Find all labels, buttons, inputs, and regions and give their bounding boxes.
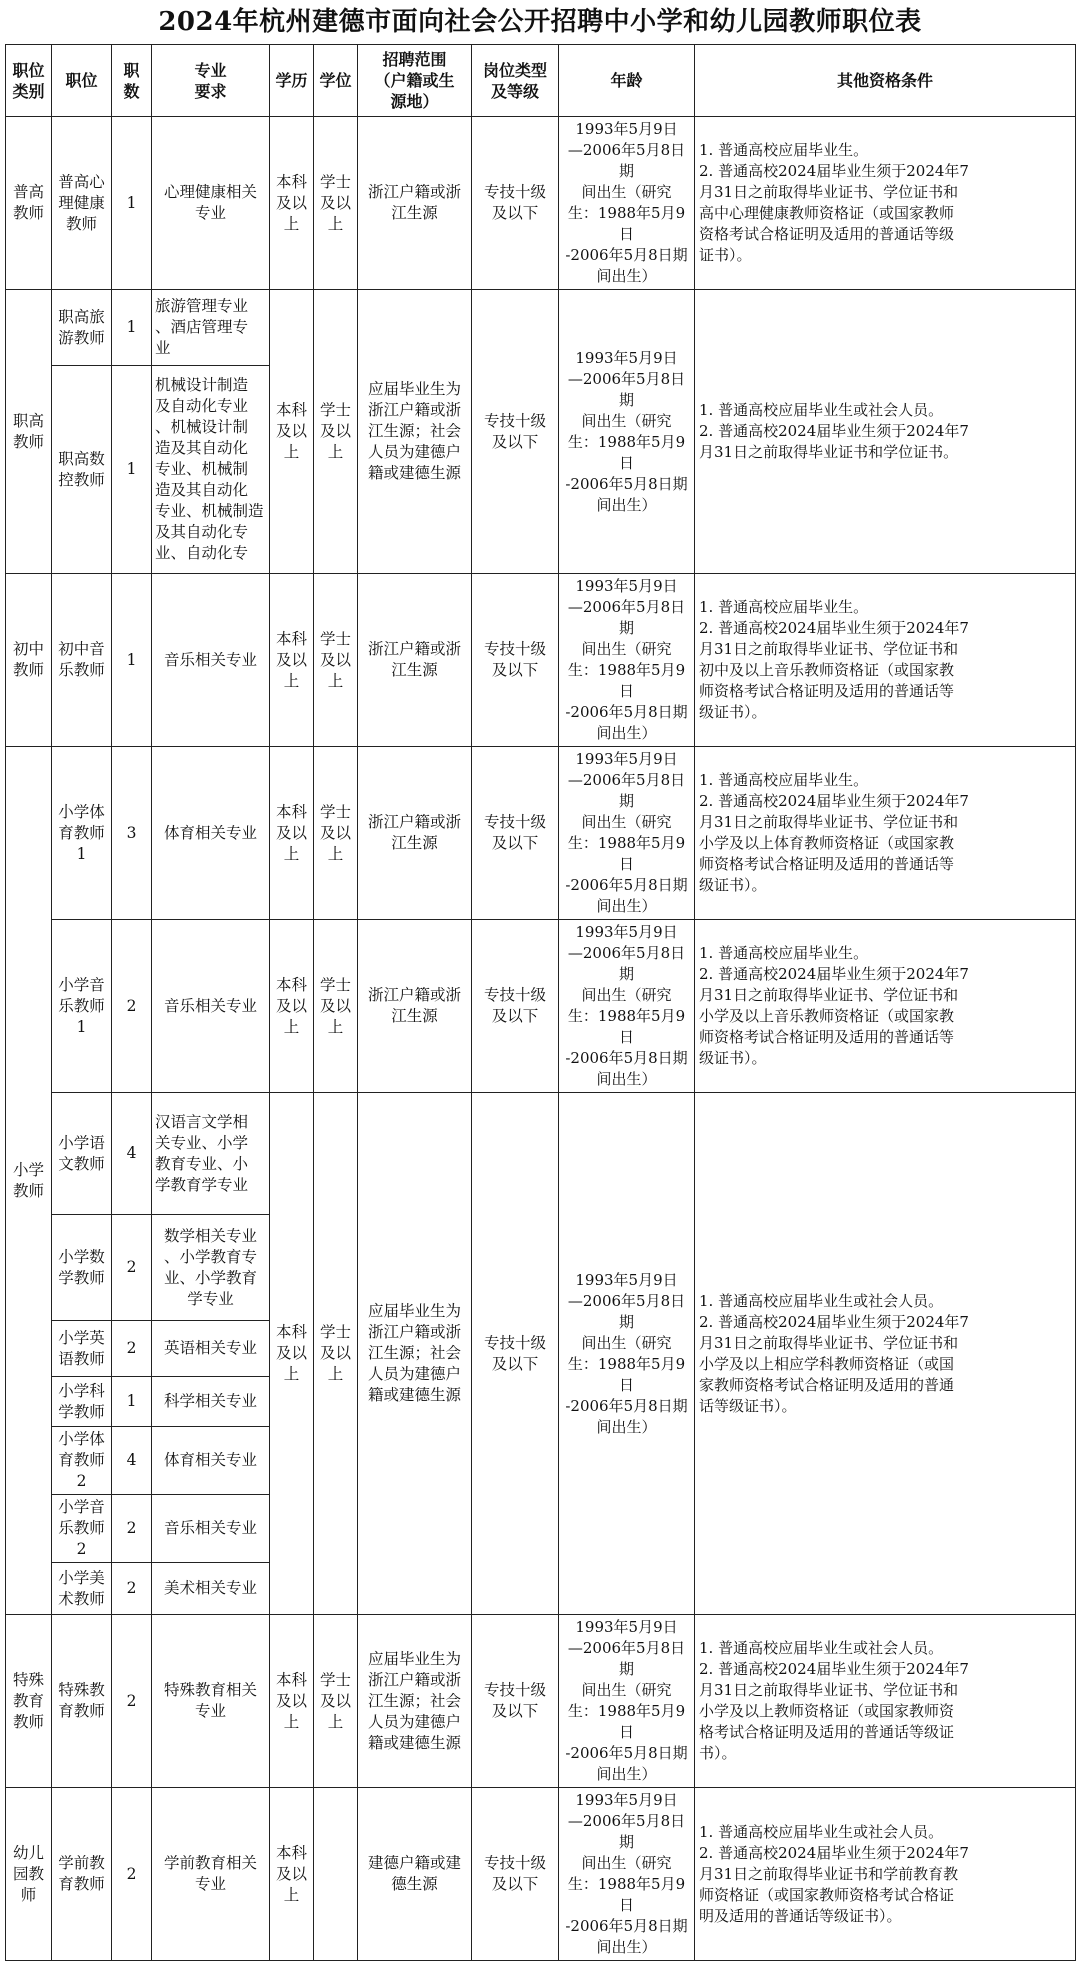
count-cell: 2 (112, 920, 152, 1093)
scope-cell: 建德户籍或建 德生源 (358, 1788, 472, 1961)
major-cell: 特殊教育相关 专业 (152, 1615, 270, 1788)
age-cell: 1993年5月9日 —2006年5月8日期 间出生（研究 生：1988年5月9日 -2006年5月8日期 间出生） (559, 1615, 695, 1788)
scope-cell: 浙江户籍或浙 江生源 (358, 574, 472, 747)
table-row (6, 1615, 1076, 1788)
count-cell: 1 (112, 117, 152, 290)
position-cell: 小学美 术教师 (52, 1563, 112, 1615)
education-cell: 本科 及以 上 (270, 290, 314, 574)
education-cell: 本科 及以 上 (270, 1788, 314, 1961)
education-cell: 本科 及以 上 (270, 117, 314, 290)
degree-cell: 学士 及以 上 (314, 574, 358, 747)
header-count: 职 数 (112, 45, 152, 117)
position-cell: 初中音 乐教师 (52, 574, 112, 747)
table-row (6, 747, 1076, 920)
age-cell: 1993年5月9日 —2006年5月8日期 间出生（研究 生：1988年5月9日 -2006年5月8日期 间出生） (559, 747, 695, 920)
category-cell: 初中 教师 (6, 574, 52, 747)
major-cell: 机械设计制造 及自动化专业 、机械设计制 造及其自动化 专业、机械制 造及其自动化 专业、机械制造 及其自动化专 业、自动化专 (152, 366, 270, 574)
position-cell: 小学英 语教师 (52, 1321, 112, 1377)
count-cell: 4 (112, 1427, 152, 1495)
age-cell: 1993年5月9日 —2006年5月8日期 间出生（研究 生：1988年5月9日 -2006年5月8日期 间出生） (559, 574, 695, 747)
position-cell: 小学数 学教师 (52, 1215, 112, 1321)
major-cell: 体育相关专业 (152, 747, 270, 920)
category-cell: 普高 教师 (6, 117, 52, 290)
count-cell: 3 (112, 747, 152, 920)
degree-cell: 学士 及以 上 (314, 1615, 358, 1788)
scope-cell: 应届毕业生为 浙江户籍或浙 江生源；社会 人员为建德户 籍或建德生源 (358, 1093, 472, 1615)
grade-cell: 专技十级 及以下 (472, 574, 559, 747)
other-cell: 1. 普通高校应届毕业生。 2. 普通高校2024届毕业生须于2024年7 月31日之前取得毕业证书、学位证书和 小学及以上音乐教师资格证（或国家教 师资格考试合格证明及适用的普通话等 级证书）。 (695, 920, 1076, 1093)
age-cell: 1993年5月9日 —2006年5月8日期 间出生（研究 生：1988年5月9日 -2006年5月8日期 间出生） (559, 1093, 695, 1615)
major-cell: 汉语言文学相 关专业、小学 教育专业、小 学教育学专业 (152, 1093, 270, 1215)
other-cell: 1. 普通高校应届毕业生或社会人员。 2. 普通高校2024届毕业生须于2024年7 月31日之前取得毕业证书和学前教育教 师资格证（或国家教师资格考试合格证 明及适用的普通话等级证书）。 (695, 1788, 1076, 1961)
table-row (6, 920, 1076, 1093)
count-cell: 2 (112, 1215, 152, 1321)
position-cell: 职高旅 游教师 (52, 290, 112, 366)
scope-cell: 浙江户籍或浙 江生源 (358, 920, 472, 1093)
count-cell: 2 (112, 1788, 152, 1961)
major-cell: 音乐相关专业 (152, 574, 270, 747)
major-cell: 数学相关专业 、小学教育专 业、小学教育 学专业 (152, 1215, 270, 1321)
position-cell: 小学语 文教师 (52, 1093, 112, 1215)
degree-cell: 学士 及以 上 (314, 920, 358, 1093)
position-cell: 普高心 理健康 教师 (52, 117, 112, 290)
major-cell: 音乐相关专业 (152, 920, 270, 1093)
header-other: 其他资格条件 (695, 45, 1076, 117)
grade-cell: 专技十级 及以下 (472, 1093, 559, 1615)
category-cell: 职高 教师 (6, 290, 52, 574)
other-cell: 1. 普通高校应届毕业生或社会人员。 2. 普通高校2024届毕业生须于2024年7 月31日之前取得毕业证书、学位证书和 小学及以上教师资格证（或国家教师资 格考试合格证明及适用的普通话等级证 书）。 (695, 1615, 1076, 1788)
header-grade: 岗位类型 及等级 (472, 45, 559, 117)
degree-cell (314, 1788, 358, 1961)
degree-cell: 学士 及以 上 (314, 747, 358, 920)
count-cell: 2 (112, 1615, 152, 1788)
major-cell: 美术相关专业 (152, 1563, 270, 1615)
other-cell: 1. 普通高校应届毕业生。 2. 普通高校2024届毕业生须于2024年7 月31日之前取得毕业证书、学位证书和 初中及以上音乐教师资格证（或国家教 师资格考试合格证明及适用的普通话等 级证书）。 (695, 574, 1076, 747)
degree-cell: 学士 及以 上 (314, 1093, 358, 1615)
major-cell: 体育相关专业 (152, 1427, 270, 1495)
header-position: 职位 (52, 45, 112, 117)
major-cell: 英语相关专业 (152, 1321, 270, 1377)
position-cell: 小学体 育教师1 (52, 747, 112, 920)
count-cell: 2 (112, 1321, 152, 1377)
table-row (6, 574, 1076, 747)
table-row (6, 1788, 1076, 1961)
category-cell: 小学 教师 (6, 747, 52, 1615)
job-table (5, 44, 1076, 1961)
position-cell: 小学音 乐教师1 (52, 920, 112, 1093)
major-cell: 科学相关专业 (152, 1377, 270, 1427)
header-age: 年龄 (559, 45, 695, 117)
major-cell: 音乐相关专业 (152, 1495, 270, 1563)
count-cell: 1 (112, 290, 152, 366)
position-cell: 小学音 乐教师2 (52, 1495, 112, 1563)
education-cell: 本科 及以 上 (270, 1615, 314, 1788)
count-cell: 1 (112, 366, 152, 574)
education-cell: 本科 及以 上 (270, 920, 314, 1093)
other-cell: 1. 普通高校应届毕业生。 2. 普通高校2024届毕业生须于2024年7 月31日之前取得毕业证书、学位证书和 小学及以上体育教师资格证（或国家教 师资格考试合格证明及适用的普通话等 级证书）。 (695, 747, 1076, 920)
education-cell: 本科 及以 上 (270, 747, 314, 920)
header-row (6, 45, 1076, 117)
header-category: 职位 类别 (6, 45, 52, 117)
position-cell: 小学体 育教师2 (52, 1427, 112, 1495)
position-cell: 职高数 控教师 (52, 366, 112, 574)
age-cell: 1993年5月9日 —2006年5月8日期 间出生（研究 生：1988年5月9日 -2006年5月8日期 间出生） (559, 117, 695, 290)
table-row (6, 290, 1076, 366)
grade-cell: 专技十级 及以下 (472, 747, 559, 920)
grade-cell: 专技十级 及以下 (472, 1615, 559, 1788)
grade-cell: 专技十级 及以下 (472, 290, 559, 574)
age-cell: 1993年5月9日 —2006年5月8日期 间出生（研究 生：1988年5月9日 -2006年5月8日期 间出生） (559, 290, 695, 574)
education-cell: 本科 及以 上 (270, 1093, 314, 1615)
category-cell: 幼儿 园教 师 (6, 1788, 52, 1961)
degree-cell: 学士 及以 上 (314, 290, 358, 574)
scope-cell: 应届毕业生为 浙江户籍或浙 江生源；社会 人员为建德户 籍或建德生源 (358, 1615, 472, 1788)
education-cell: 本科 及以 上 (270, 574, 314, 747)
age-cell: 1993年5月9日 —2006年5月8日期 间出生（研究 生：1988年5月9日 -2006年5月8日期 间出生） (559, 920, 695, 1093)
count-cell: 1 (112, 1377, 152, 1427)
count-cell: 2 (112, 1495, 152, 1563)
grade-cell: 专技十级 及以下 (472, 1788, 559, 1961)
position-cell: 特殊教 育教师 (52, 1615, 112, 1788)
major-cell: 旅游管理专业 、酒店管理专 业 (152, 290, 270, 366)
grade-cell: 专技十级 及以下 (472, 920, 559, 1093)
table-row (6, 1093, 1076, 1215)
degree-cell: 学士 及以 上 (314, 117, 358, 290)
age-cell: 1993年5月9日 —2006年5月8日期 间出生（研究 生：1988年5月9日 -2006年5月8日期 间出生） (559, 1788, 695, 1961)
scope-cell: 浙江户籍或浙 江生源 (358, 747, 472, 920)
other-cell: 1. 普通高校应届毕业生或社会人员。 2. 普通高校2024届毕业生须于2024年7 月31日之前取得毕业证书和学位证书。 (695, 290, 1076, 574)
major-cell: 心理健康相关 专业 (152, 117, 270, 290)
major-cell: 学前教育相关 专业 (152, 1788, 270, 1961)
category-cell: 特殊 教育 教师 (6, 1615, 52, 1788)
position-cell: 小学科 学教师 (52, 1377, 112, 1427)
other-cell: 1. 普通高校应届毕业生或社会人员。 2. 普通高校2024届毕业生须于2024年7 月31日之前取得毕业证书、学位证书和 小学及以上相应学科教师资格证（或国 家教师资格考试合格证明及适用的普通 话等级证书）。 (695, 1093, 1076, 1615)
page-title: 2024年杭州建德市面向社会公开招聘中小学和幼儿园教师职位表 (158, 7, 922, 37)
header-major: 专业 要求 (152, 45, 270, 117)
scope-cell: 应届毕业生为 浙江户籍或浙 江生源；社会 人员为建德户 籍或建德生源 (358, 290, 472, 574)
other-cell: 1. 普通高校应届毕业生。 2. 普通高校2024届毕业生须于2024年7 月31日之前取得毕业证书、学位证书和 高中心理健康教师资格证（或国家教师 资格考试合格证明及适用的普通话等级 证书）。 (695, 117, 1076, 290)
header-scope: 招聘范围 （户籍或生 源地） (358, 45, 472, 117)
header-degree: 学位 (314, 45, 358, 117)
grade-cell: 专技十级 及以下 (472, 117, 559, 290)
scope-cell: 浙江户籍或浙 江生源 (358, 117, 472, 290)
count-cell: 1 (112, 574, 152, 747)
table-row (6, 117, 1076, 290)
position-cell: 学前教 育教师 (52, 1788, 112, 1961)
count-cell: 2 (112, 1563, 152, 1615)
count-cell: 4 (112, 1093, 152, 1215)
header-education: 学历 (270, 45, 314, 117)
